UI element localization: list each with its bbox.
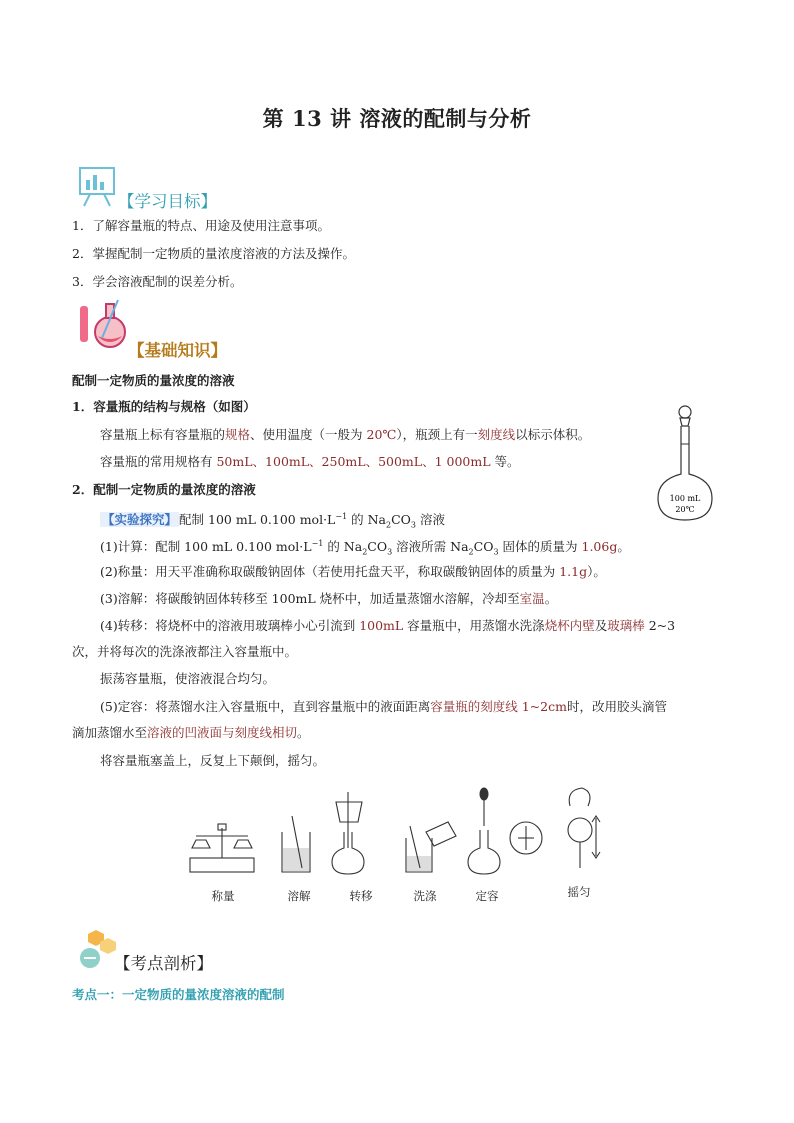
experiment-line: 【实验探究】 配制 100 mL 0.100 $mol\cdot L^{-1}$ 的 $Na_2CO_3$ 溶液 xyxy=(102,512,445,530)
step-2: (2)称量：用天平准确称取碳酸钠固体（若使用托盘天平，称取碳酸钠固体的质量为 1.1g）。 xyxy=(100,564,606,579)
transfer-flask-icon xyxy=(332,792,364,874)
beaker-dissolve-icon xyxy=(282,816,310,872)
dropper-flask-icon xyxy=(468,788,542,874)
caption-dissolve: 溶解 xyxy=(287,889,311,903)
final-line: 将容量瓶塞盖上，反复上下颠倒，摇匀。 xyxy=(100,753,326,768)
objective-2: 2．掌握配制一定物质的量浓度溶液的方法及操作。 xyxy=(72,246,355,261)
wash-beaker-icon xyxy=(406,822,456,872)
step-4-cont: 次，并将每次的洗涤液都注入容量瓶中。 xyxy=(72,644,298,659)
shake-line: 振荡容量瓶，使溶液混合均匀。 xyxy=(100,671,276,686)
main-heading: 配制一定物质的量浓度的溶液 xyxy=(72,373,235,388)
objective-3: 3．学会溶液配制的误差分析。 xyxy=(72,274,243,289)
paragraph-2: 容量瓶的常用规格有 50mL、100mL、250mL、500mL、1 000mL 等。 xyxy=(100,454,520,469)
heading-2: 2．配制一定物质的量浓度的溶液 xyxy=(72,482,256,497)
procedure-illustration xyxy=(186,782,606,882)
flask-set-icon xyxy=(74,298,132,350)
caption-wash: 洗涤 xyxy=(413,889,437,903)
caption-transfer: 转移 xyxy=(349,889,373,903)
section-analysis: 【考点剖析】 xyxy=(114,954,213,973)
kaodian-heading: 考点一：一定物质的量浓度溶液的配制 xyxy=(72,987,285,1002)
step-5-cont: 滴加蒸馏水至溶液的凹液面与刻度线相切。 xyxy=(72,725,310,740)
step-3: (3)溶解：将碳酸钠固体转移至 100mL 烧杯中，加适量蒸馏水溶解，冷却至室温。 xyxy=(100,591,558,606)
step-1: (1)计算：配制 100 mL 0.100 $mol\cdot L^{-1}$ 的 $Na_2CO_3$ 溶液所需 $Na_2CO_3$ 固体的质量为 1.06g。 xyxy=(100,539,630,557)
paragraph-1: 容量瓶上标有容量瓶的规格、使用温度（一般为 20℃），瓶颈上有一刻度线以标示体积。 xyxy=(100,427,591,442)
step-5: (5)定容：将蒸馏水注入容量瓶中，直到容量瓶中的液面距离容量瓶的刻度线 1~2cm时，改用胶头滴管 xyxy=(100,699,667,714)
flask-label-temp: 20℃ xyxy=(675,505,695,514)
caption-settle: 定容 xyxy=(475,889,499,903)
heading-1: 1．容量瓶的结构与规格（如图） xyxy=(72,399,256,414)
step-4: (4)转移：将烧杯中的溶液用玻璃棒小心引流到 100mL 容量瓶中，用蒸馏水洗涤烧杯内壁及玻璃棒 2~3 xyxy=(100,618,676,633)
caption-weigh: 称量 xyxy=(211,889,235,903)
flask-label-volume: 100 mL xyxy=(669,494,701,503)
shake-flask-icon xyxy=(568,788,600,868)
balance-icon xyxy=(190,824,254,872)
page-title: 第 13 讲 溶液的配制与分析 xyxy=(262,106,532,131)
objective-1: 1．了解容量瓶的特点、用途及使用注意事项。 xyxy=(72,218,330,233)
volumetric-flask-figure xyxy=(654,402,716,524)
presentation-board-icon xyxy=(76,164,120,208)
section-basics: 【基础知识】 xyxy=(128,341,227,360)
caption-shake: 摇匀 xyxy=(567,885,591,899)
section-objectives: 【学习目标】 xyxy=(118,192,217,211)
